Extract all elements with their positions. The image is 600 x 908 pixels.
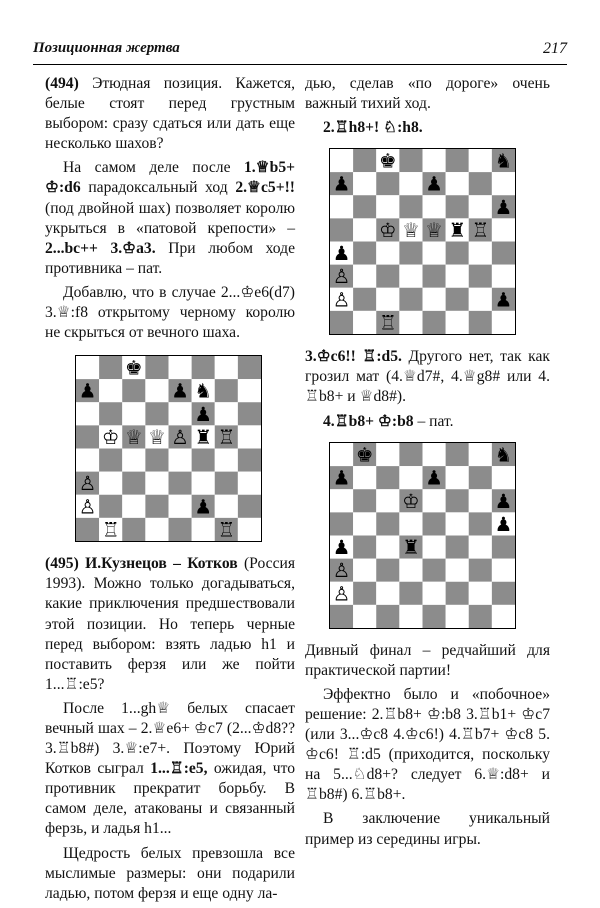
light-square xyxy=(399,311,422,334)
dark-square xyxy=(446,535,469,558)
text-run: Другого нет, так как грозил мат (4.♕d7#, 4.♕g8# или 4. ♖b8+ и ♕d8#). xyxy=(305,348,551,406)
black-pawn-icon: ♟ xyxy=(194,402,212,426)
dark-square xyxy=(145,449,168,472)
dark-square xyxy=(145,356,168,379)
light-square xyxy=(169,449,192,472)
light-square xyxy=(122,449,145,472)
white-pawn-icon: ♙ xyxy=(171,426,189,450)
bold-text: (495) xyxy=(45,555,79,573)
dark-square xyxy=(376,558,399,581)
light-square xyxy=(376,288,399,311)
light-square xyxy=(399,265,422,288)
dark-square xyxy=(376,466,399,489)
dark-square xyxy=(238,449,261,472)
light-square xyxy=(330,196,353,219)
text-run: Эффектно было и «побочное» решение: 2.♖b8+ ♔:b8 3.♖b1+ ♔c7 (или 3...♔c8 4.♔c6!) 4.♖b7+ ♔c8 5. ♔c6! ♖:d5 (приходится, поскольку на 5...♘d8+? следует 6.♕:d8+ и ♖b8#) 6.♖b8+. xyxy=(305,685,550,804)
bold-text: И.Кузнецов – Котков xyxy=(85,555,238,573)
chess-diagram-1 xyxy=(75,355,295,542)
dark-square xyxy=(423,311,446,334)
light-square xyxy=(446,265,469,288)
black-pawn-icon: ♟ xyxy=(494,288,513,312)
white-pawn-icon: ♙ xyxy=(332,581,351,605)
light-square xyxy=(169,402,192,425)
dark-square xyxy=(99,356,122,379)
dark-square xyxy=(446,288,469,311)
light-square xyxy=(353,558,376,581)
text-run: дью, сделав «по дороге» очень важный тихий ход. xyxy=(305,75,550,113)
dark-square xyxy=(423,265,446,288)
black-pawn-icon: ♟ xyxy=(425,172,443,196)
black-pawn-icon: ♟ xyxy=(494,196,513,220)
light-square xyxy=(353,605,376,628)
paragraph xyxy=(45,844,295,904)
light-square xyxy=(76,402,99,425)
text-run: (Россия 1993). Можно только догадываться, какие приключения предшествовали этой позиции. Но теперь черные перед выбором: взять ладью h1 и поставить ферзя или же пойти 1...♖:e5? xyxy=(45,555,296,693)
light-square xyxy=(399,466,422,489)
dark-square xyxy=(76,426,99,449)
paragraph xyxy=(45,554,295,695)
dark-square xyxy=(446,149,469,172)
light-square xyxy=(376,242,399,265)
light-square xyxy=(492,265,515,288)
chess-diagram-2 xyxy=(329,148,550,335)
dark-square xyxy=(353,535,376,558)
dark-square xyxy=(353,149,376,172)
light-square xyxy=(423,581,446,604)
chapter-title: Позиционная жертва xyxy=(33,40,180,56)
white-queen-icon: ♕ xyxy=(425,219,443,243)
bold-text: ♔:d6 xyxy=(45,179,81,197)
black-king-icon: ♚ xyxy=(125,356,143,380)
black-pawn-icon: ♟ xyxy=(332,172,351,196)
white-king-icon: ♔ xyxy=(379,219,397,243)
dark-square xyxy=(192,356,215,379)
dark-square xyxy=(446,581,469,604)
paragraph xyxy=(305,412,550,432)
dark-square xyxy=(99,449,122,472)
light-square xyxy=(376,489,399,512)
dark-square xyxy=(353,288,376,311)
light-square xyxy=(330,149,353,172)
paragraph xyxy=(305,74,550,114)
left-column xyxy=(45,74,295,908)
dark-square xyxy=(353,242,376,265)
light-square xyxy=(469,535,492,558)
dark-square xyxy=(353,489,376,512)
dark-square xyxy=(215,379,238,402)
dark-square xyxy=(330,512,353,535)
dark-square xyxy=(99,495,122,518)
dark-square xyxy=(145,402,168,425)
dark-square xyxy=(399,242,422,265)
running-header xyxy=(33,40,567,60)
chess-board xyxy=(329,442,516,629)
light-square xyxy=(423,535,446,558)
light-square xyxy=(238,518,261,541)
light-square xyxy=(376,443,399,466)
black-rook-icon: ♜ xyxy=(194,426,212,450)
light-square xyxy=(469,443,492,466)
text-run: После 1...gh♕ белых спасает вечный шах – 2.♕e6+ ♔c7 (2...♔d8?? 3.♖b8#) 3.♕:e7+. Поэтому Юрий Котков сыграл xyxy=(45,699,295,778)
dark-square xyxy=(469,172,492,195)
paragraph xyxy=(45,74,295,154)
black-pawn-icon: ♟ xyxy=(425,466,443,490)
bold-text: 4.♖b8+ ♔:b8 xyxy=(323,412,414,430)
black-rook-icon: ♜ xyxy=(448,219,466,243)
dark-square xyxy=(492,535,515,558)
light-square xyxy=(423,489,446,512)
dark-square xyxy=(399,196,422,219)
light-square xyxy=(353,512,376,535)
light-square xyxy=(169,356,192,379)
light-square xyxy=(423,242,446,265)
light-square xyxy=(215,402,238,425)
black-pawn-icon: ♟ xyxy=(78,379,97,403)
light-square xyxy=(469,196,492,219)
white-queen-icon: ♕ xyxy=(402,219,420,243)
white-pawn-icon: ♙ xyxy=(78,472,97,496)
black-pawn-icon: ♟ xyxy=(332,535,351,559)
dark-square xyxy=(446,196,469,219)
light-square xyxy=(99,379,122,402)
dark-square xyxy=(122,518,145,541)
light-square xyxy=(469,581,492,604)
dark-square xyxy=(399,581,422,604)
light-square xyxy=(145,518,168,541)
dark-square xyxy=(353,196,376,219)
light-square xyxy=(423,288,446,311)
light-square xyxy=(446,466,469,489)
light-square xyxy=(353,466,376,489)
bold-text: 3.♔c6!! ♖:d5. xyxy=(305,348,402,366)
text-run: Дивный финал – редчайший для практической партии! xyxy=(305,641,550,679)
paragraph xyxy=(45,699,295,840)
bold-text: 2.♖h8+! ♘:h8. xyxy=(323,119,423,137)
light-square xyxy=(469,149,492,172)
dark-square xyxy=(399,149,422,172)
light-square xyxy=(238,426,261,449)
light-square xyxy=(469,242,492,265)
light-square xyxy=(492,219,515,242)
chess-board xyxy=(75,355,262,542)
light-square xyxy=(192,518,215,541)
dark-square xyxy=(192,449,215,472)
light-square xyxy=(446,512,469,535)
paragraph xyxy=(305,347,550,407)
white-queen-icon: ♕ xyxy=(125,426,143,450)
light-square xyxy=(192,472,215,495)
white-pawn-icon: ♙ xyxy=(78,495,97,519)
light-square xyxy=(492,466,515,489)
white-rook-icon: ♖ xyxy=(101,518,120,542)
white-pawn-icon: ♙ xyxy=(332,558,351,582)
light-square xyxy=(353,172,376,195)
dark-square xyxy=(215,472,238,495)
white-queen-icon: ♕ xyxy=(148,426,166,450)
bold-text: (494) xyxy=(45,75,79,92)
black-pawn-icon: ♟ xyxy=(171,379,189,403)
text-run: Добавлю, что в случае 2...♔e6(d7) 3.♕:f8 открытому черному королю не скрыться от вечного шаха. xyxy=(45,283,295,342)
white-king-icon: ♔ xyxy=(101,426,120,450)
dark-square xyxy=(469,512,492,535)
dark-square xyxy=(423,605,446,628)
text-run: На самом деле после xyxy=(63,159,244,177)
bold-text: 1...♖:e5, xyxy=(150,760,208,778)
paragraph xyxy=(305,118,550,138)
paragraph xyxy=(305,641,550,681)
light-square xyxy=(145,472,168,495)
light-square xyxy=(122,402,145,425)
light-square xyxy=(492,605,515,628)
chess-diagram-3 xyxy=(329,442,550,629)
dark-square xyxy=(446,489,469,512)
black-pawn-icon: ♟ xyxy=(332,242,351,266)
light-square xyxy=(145,379,168,402)
light-square xyxy=(423,196,446,219)
chess-board xyxy=(329,148,516,335)
dark-square xyxy=(399,288,422,311)
white-rook-icon: ♖ xyxy=(379,311,397,335)
dark-square xyxy=(353,581,376,604)
black-pawn-icon: ♟ xyxy=(332,466,351,490)
light-square xyxy=(353,265,376,288)
light-square xyxy=(376,196,399,219)
white-pawn-icon: ♙ xyxy=(332,288,351,312)
dark-square xyxy=(469,605,492,628)
light-square xyxy=(238,379,261,402)
light-square xyxy=(238,472,261,495)
paragraph xyxy=(45,283,295,343)
light-square xyxy=(469,288,492,311)
light-square xyxy=(399,605,422,628)
black-rook-icon: ♜ xyxy=(402,535,420,559)
dark-square xyxy=(145,495,168,518)
light-square xyxy=(215,449,238,472)
light-square xyxy=(76,356,99,379)
paragraph xyxy=(305,685,550,806)
light-square xyxy=(446,172,469,195)
light-square xyxy=(469,489,492,512)
light-square xyxy=(122,495,145,518)
dark-square xyxy=(122,472,145,495)
light-square xyxy=(492,172,515,195)
light-square xyxy=(423,149,446,172)
dark-square xyxy=(376,605,399,628)
header-rule xyxy=(33,64,567,65)
dark-square xyxy=(399,443,422,466)
dark-square xyxy=(376,512,399,535)
dark-square xyxy=(469,265,492,288)
text-run: Этюдная позиция. Кажется, белые стоят перед грустным выбором: сразу сдаться или дать еще несколько шахов? xyxy=(45,75,295,153)
light-square xyxy=(399,512,422,535)
light-square xyxy=(423,443,446,466)
text-run: парадоксальный ход xyxy=(80,179,236,197)
dark-square xyxy=(330,311,353,334)
dark-square xyxy=(469,466,492,489)
light-square xyxy=(330,489,353,512)
light-square xyxy=(492,311,515,334)
dark-square xyxy=(76,518,99,541)
dark-square xyxy=(446,443,469,466)
dark-square xyxy=(330,219,353,242)
dark-square xyxy=(238,402,261,425)
black-pawn-icon: ♟ xyxy=(194,495,212,519)
text-run: ожидая, что противник прекратит борьбу. В самом деле, атакованы и связанный ферзь, и ладья h1... xyxy=(45,760,296,838)
black-king-icon: ♚ xyxy=(379,149,397,173)
light-square xyxy=(376,535,399,558)
dark-square xyxy=(238,356,261,379)
white-rook-icon: ♖ xyxy=(217,426,236,450)
bold-text: 1.♕b5+ xyxy=(243,159,295,177)
light-square xyxy=(76,449,99,472)
dark-square xyxy=(330,605,353,628)
light-square xyxy=(399,558,422,581)
white-pawn-icon: ♙ xyxy=(332,265,351,289)
light-square xyxy=(446,605,469,628)
white-rook-icon: ♖ xyxy=(471,219,490,243)
light-square xyxy=(353,219,376,242)
black-pawn-icon: ♟ xyxy=(494,512,513,536)
text-run: При любом ходе противника – пат. xyxy=(45,239,295,277)
light-square xyxy=(215,356,238,379)
dark-square xyxy=(99,402,122,425)
paragraph xyxy=(45,158,295,279)
dark-square xyxy=(423,512,446,535)
bold-text: 2...bc++ 3.♔a3. xyxy=(45,239,156,257)
page-number: 217 xyxy=(543,40,567,57)
light-square xyxy=(399,172,422,195)
dark-square xyxy=(238,495,261,518)
text-run: (под двойной шах) позволяет королю укрыться в «патовой крепости» – xyxy=(45,199,295,237)
dark-square xyxy=(169,518,192,541)
text-run: Щедрость белых превзошла все мыслимые размеры: они подарили ладью, потом ферзя и еще одну ла- xyxy=(45,844,295,902)
text-run: – пат. xyxy=(413,412,454,430)
black-pawn-icon: ♟ xyxy=(494,489,513,513)
dark-square xyxy=(469,558,492,581)
black-king-icon: ♚ xyxy=(355,443,374,467)
light-square xyxy=(376,581,399,604)
white-king-icon: ♔ xyxy=(402,489,420,513)
light-square xyxy=(169,495,192,518)
dark-square xyxy=(423,558,446,581)
dark-square xyxy=(446,242,469,265)
dark-square xyxy=(122,379,145,402)
white-rook-icon: ♖ xyxy=(217,518,236,542)
dark-square xyxy=(492,242,515,265)
light-square xyxy=(446,558,469,581)
light-square xyxy=(492,558,515,581)
black-knight-icon: ♞ xyxy=(494,149,513,173)
bold-text: 2.♕c5+!! xyxy=(235,179,295,197)
dark-square xyxy=(492,581,515,604)
black-knight-icon: ♞ xyxy=(194,379,212,403)
light-square xyxy=(215,495,238,518)
text-run: В заключение уникальный пример из середины игры. xyxy=(305,810,550,848)
light-square xyxy=(99,472,122,495)
dark-square xyxy=(376,172,399,195)
light-square xyxy=(353,311,376,334)
black-knight-icon: ♞ xyxy=(494,443,513,467)
dark-square xyxy=(469,311,492,334)
light-square xyxy=(446,311,469,334)
dark-square xyxy=(376,265,399,288)
paragraph xyxy=(305,809,550,849)
dark-square xyxy=(169,472,192,495)
light-square xyxy=(330,443,353,466)
right-column xyxy=(305,74,550,854)
